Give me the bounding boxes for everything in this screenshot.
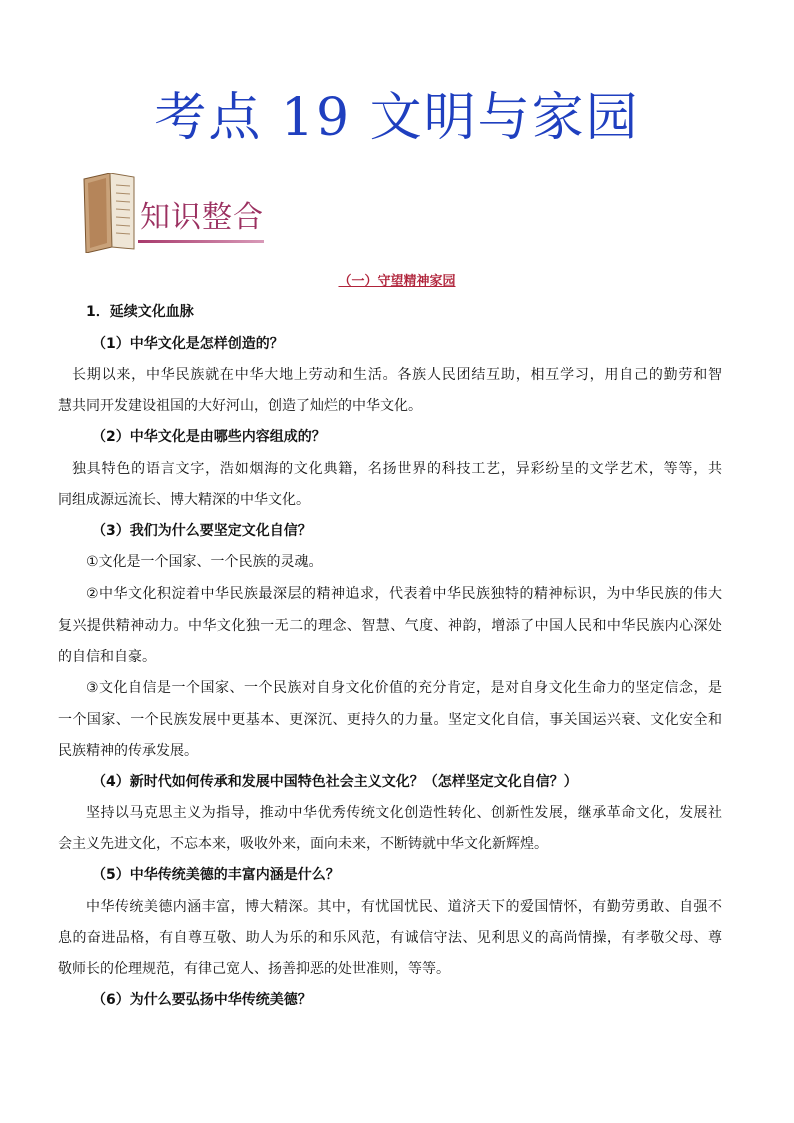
- paragraph-line: ②中华文化积淀着中华民族最深层的精神追求，代表着中华民族独特的精神标识，为中华民族的伟大: [86, 586, 722, 602]
- paragraph-line: 民族精神的传承发展。: [58, 743, 198, 759]
- paragraph-line: 一个国家、一个民族发展中更基本、更深沉、更持久的力量。坚定文化自信，事关国运兴衰、文化安全和: [58, 712, 722, 728]
- paragraph-line: 长期以来，中华民族就在中华大地上劳动和生活。各族人民团结互助，相互学习，用自己的勤劳和智: [72, 367, 722, 383]
- paragraph-line: 的自信和自豪。: [58, 649, 156, 665]
- question-3: （3）我们为什么要坚定文化自信？: [92, 523, 312, 539]
- paragraph-line: 慧共同开发建设祖国的大好河山，创造了灿烂的中华文化。: [58, 398, 422, 414]
- paragraph-line: 复兴提供精神动力。中华文化独一无二的理念、智慧、气度、神韵，增添了中国人民和中华民族内心深处: [58, 618, 722, 634]
- question-6: （6）为什么要弘扬中华传统美德？: [92, 992, 312, 1008]
- paragraph-line: 息的奋进品格，有自尊互敬、助人为乐的和乐风范，有诚信守法、见利思义的高尚情操，有孝敬父母、尊: [58, 930, 722, 946]
- paragraph-line: 会主义先进文化，不忘本来，吸收外来，面向未来，不断铸就中华文化新辉煌。: [58, 836, 548, 852]
- question-5: （5）中华传统美德的丰富内涵是什么？: [92, 867, 340, 883]
- paragraph-line: 敬师长的伦理规范，有律己宽人、扬善抑恶的处世准则，等等。: [58, 961, 450, 977]
- section-banner-label: 知识整合: [140, 200, 264, 235]
- question-4: （4）新时代如何传承和发展中国特色社会主义文化？（怎样坚定文化自信？）: [92, 774, 578, 790]
- section-heading: （一）守望精神家园: [338, 274, 456, 289]
- paragraph-line: 中华传统美德内涵丰富，博大精深。其中，有忧国忧民、道济天下的爱国情怀，有勤劳勇敢、自强不: [86, 899, 722, 915]
- paragraph-line: ③文化自信是一个国家、一个民族对自身文化价值的充分肯定，是对自身文化生命力的坚定信念，是: [86, 680, 722, 696]
- banner-underline: [138, 240, 264, 243]
- heading-1: 1．延续文化血脉: [86, 304, 194, 320]
- paragraph-line: 同组成源远流长、博大精深的中华文化。: [58, 492, 310, 508]
- document-title: 考点 19 文明与家园: [154, 88, 640, 148]
- paragraph-line: 坚持以马克思主义为指导，推动中华优秀传统文化创造性转化、创新性发展，继承革命文化，发展社: [86, 805, 722, 821]
- question-1: （1）中华文化是怎样创造的？: [92, 336, 284, 352]
- paragraph-line: ①文化是一个国家、一个民族的灵魂。: [86, 554, 323, 570]
- question-2: （2）中华文化是由哪些内容组成的？: [92, 429, 326, 445]
- paragraph-line: 独具特色的语言文字，浩如烟海的文化典籍，名扬世界的科技工艺，异彩纷呈的文学艺术，等等，共: [72, 461, 722, 477]
